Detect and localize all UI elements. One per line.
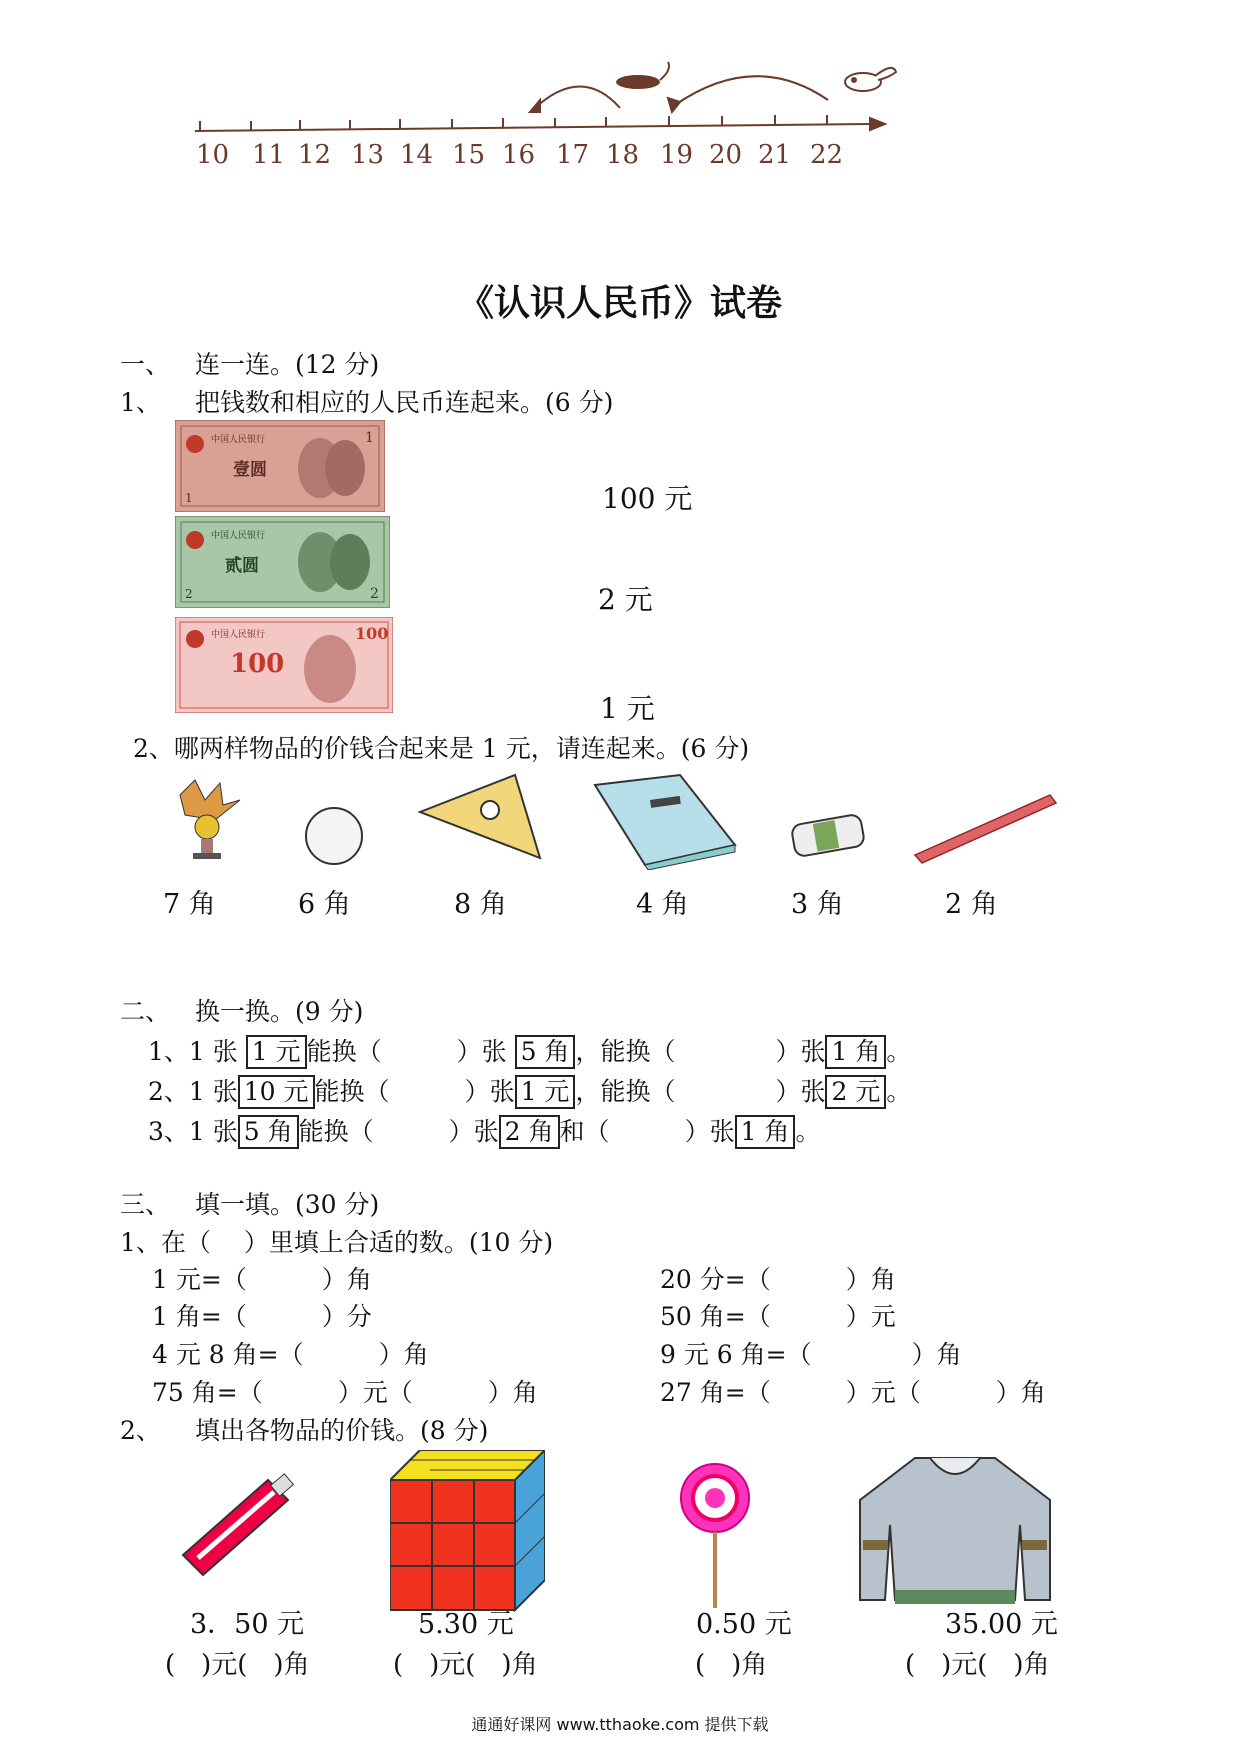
lollipop-icon <box>675 1460 755 1610</box>
question-3-1-text: 1、在（ ）里填上合适的数。(10 分) <box>120 1228 554 1257</box>
sweater-icon <box>855 1450 1055 1610</box>
question-1-number: 1、 <box>120 388 161 417</box>
price-toy: 7 角 <box>163 889 216 920</box>
price-rubiks-cube: 5.30 元 <box>418 1609 514 1640</box>
price-notebook: 4 角 <box>636 889 689 920</box>
svg-text:2: 2 <box>370 586 379 602</box>
fill-left-1: 1 元=（ ）角 <box>152 1265 372 1294</box>
banknote-bank-name: 中国人民银行 <box>211 435 266 445</box>
tick-label: 12 <box>298 140 332 170</box>
banknote-2-yuan <box>175 516 390 608</box>
money-box: 1 元 <box>515 1075 576 1109</box>
toy-bird-icon <box>165 775 250 865</box>
amount-2-yuan: 2 元 <box>598 583 653 616</box>
fill-left-3: 4 元 8 角=（ ）角 <box>152 1340 429 1369</box>
set-square-icon <box>415 770 545 865</box>
price-lollipop: 0.50 元 <box>696 1609 792 1640</box>
question-3-2-number: 2、 <box>120 1416 161 1445</box>
tick-label: 13 <box>351 140 385 170</box>
section-1-number: 一、 <box>120 350 171 379</box>
section-2-heading: 换一换。(9 分) <box>195 997 364 1026</box>
money-box: 2 元 <box>825 1075 886 1109</box>
rubiks-cube-icon <box>390 1450 545 1612</box>
question-2-text: 2、哪两样物品的价钱合起来是 1 元，请连起来。(6 分) <box>133 734 750 763</box>
fill-left-2: 1 角=（ ）分 <box>152 1302 372 1331</box>
fill-right-2: 50 角=（ ）元 <box>660 1302 896 1331</box>
rabbit-icon <box>845 68 896 91</box>
page-title: 《认识人民币》试卷 <box>457 283 782 324</box>
price-toothpaste: 3．50 元 <box>190 1609 305 1640</box>
money-box: 2 角 <box>499 1115 560 1149</box>
mouse-icon <box>616 62 669 89</box>
tick-label: 11 <box>252 140 286 170</box>
section-2-number: 二、 <box>120 997 171 1026</box>
tick-label: 18 <box>606 140 640 170</box>
price-ball: 6 角 <box>298 889 351 920</box>
tick-label: 14 <box>400 140 434 170</box>
answer-blank-toothpaste[interactable]: ( )元( )角 <box>165 1650 310 1680</box>
pencil-icon <box>910 785 1060 865</box>
price-set-square: 8 角 <box>454 889 507 920</box>
ball-icon <box>300 800 370 870</box>
toothpaste-icon <box>178 1470 298 1585</box>
notebook-icon <box>590 770 740 870</box>
section-3-heading: 填一填。(30 分) <box>195 1190 380 1219</box>
number-line-axis <box>195 124 870 131</box>
exchange-row-2: 2、1 张 10 元 能换（ ）张 1 元 ，能换（ ）张 2 元 。 <box>148 1075 911 1109</box>
price-sweater: 35.00 元 <box>945 1609 1058 1640</box>
fill-right-1: 20 分=（ ）角 <box>660 1265 896 1294</box>
footer-credit: 通通好课网 www.tthaoke.com 提供下载 <box>471 1715 769 1734</box>
money-box: 5 角 <box>238 1115 299 1149</box>
fill-left-4: 75 角=（ ）元（ ）角 <box>152 1378 538 1407</box>
price-eraser: 3 角 <box>791 889 844 920</box>
number-line <box>0 0 1240 200</box>
banknote-denomination: 壹圆 <box>233 460 267 480</box>
amount-1-yuan: 1 元 <box>600 692 655 725</box>
tick-label: 19 <box>660 140 694 170</box>
jump-arc-right <box>675 76 828 105</box>
svg-text:100: 100 <box>355 624 389 643</box>
tick-label: 17 <box>556 140 590 170</box>
amount-100-yuan: 100 元 <box>602 482 693 515</box>
fill-right-4: 27 角=（ ）元（ ）角 <box>660 1378 1046 1407</box>
tick-label: 21 <box>758 140 792 170</box>
question-3-2-text: 填出各物品的价钱。(8 分) <box>195 1416 489 1445</box>
jump-arc-left <box>535 87 620 109</box>
tick-label: 20 <box>709 140 743 170</box>
section-3-number: 三、 <box>120 1190 171 1219</box>
money-box: 10 元 <box>238 1075 315 1109</box>
tick-label: 15 <box>452 140 486 170</box>
svg-text:1: 1 <box>185 491 193 505</box>
tick-label: 22 <box>810 140 844 170</box>
section-1-heading: 连一连。(12 分) <box>195 350 380 379</box>
price-pencil: 2 角 <box>945 889 998 920</box>
svg-text:2: 2 <box>185 587 193 601</box>
answer-blank-lollipop[interactable]: ( )角 <box>695 1650 768 1680</box>
tick-label: 16 <box>502 140 536 170</box>
question-1-text: 把钱数和相应的人民币连起来。(6 分) <box>195 388 614 417</box>
exchange-row-1: 1、1 张 1 元 能换（ ）张 5 角 ，能换（ ）张 1 角 。 <box>148 1035 911 1069</box>
money-box: 1 元 <box>246 1035 307 1069</box>
svg-text:1: 1 <box>365 430 374 446</box>
banknote-bank-name: 中国人民银行 <box>211 531 266 541</box>
money-box: 5 角 <box>515 1035 576 1069</box>
answer-blank-rubiks-cube[interactable]: ( )元( )角 <box>393 1650 538 1680</box>
banknote-100-yuan <box>175 617 393 713</box>
eraser-icon <box>785 810 875 865</box>
tick-label: 10 <box>196 140 230 170</box>
money-box: 1 角 <box>735 1115 796 1149</box>
number-line-arrow <box>870 118 885 130</box>
money-box: 1 角 <box>825 1035 886 1069</box>
exchange-row-3: 3、1 张 5 角 能换（ ）张 2 角 和（ ）张 1 角 。 <box>148 1115 820 1149</box>
banknote-1-yuan <box>175 420 385 512</box>
fill-right-3: 9 元 6 角=（ ）角 <box>660 1340 962 1369</box>
banknote-bank-name: 中国人民银行 <box>211 630 266 640</box>
banknote-denomination: 贰圆 <box>225 556 259 576</box>
answer-blank-sweater[interactable]: ( )元( )角 <box>905 1650 1050 1680</box>
banknote-denomination: 100 <box>230 649 285 679</box>
